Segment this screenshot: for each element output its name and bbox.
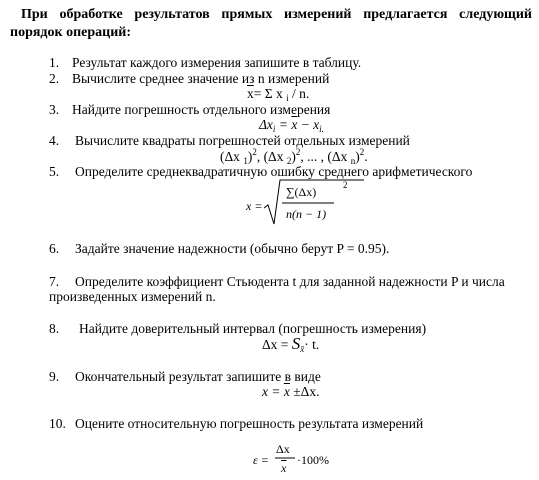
step-number: 10. — [49, 416, 66, 431]
step-7 — [49, 274, 505, 289]
rms-denominator: n(n − 1) — [286, 207, 327, 221]
step-number: 7. — [49, 274, 60, 289]
mean-symbol: $\overline{x}$ — [283, 384, 290, 399]
f-sup: 2 — [295, 147, 301, 157]
formula-mean — [247, 86, 309, 101]
step-text: Результат каждого измерения запишите в таблицу. — [72, 55, 362, 70]
step-text: Найдите доверительный интервал (погрешность измерения) — [79, 321, 427, 336]
step-7-continued: произведенных измерений n. — [49, 289, 216, 304]
step-8 — [49, 321, 427, 336]
step-number: 6. — [49, 241, 60, 256]
formula-sub: i — [286, 93, 289, 103]
f-sup: 2 — [359, 147, 365, 157]
formula-eq: = — [275, 117, 292, 132]
step-text: Определите среднеквадратичную ошибку среднего арифметического — [75, 164, 473, 179]
formula-tail: / n. — [288, 86, 310, 101]
step-text: Найдите погрешность отдельного измерения — [72, 102, 331, 117]
formula-sub: i. — [319, 124, 324, 134]
step-number: 2. — [49, 71, 60, 86]
step-6 — [49, 241, 390, 256]
formula-error — [259, 117, 324, 132]
f-part: ) — [291, 149, 296, 164]
delta-x: Δx — [259, 117, 273, 132]
f-sub: 2 — [286, 156, 292, 166]
step-text: Окончательный результат запишите в виде — [75, 369, 321, 384]
step-number: 8. — [49, 321, 60, 336]
f-sup: 2 — [252, 147, 257, 157]
s-symbol: S — [291, 334, 301, 353]
fraction-denominator: $\overline{x}$ — [281, 461, 287, 475]
step-text: Вычислите среднее значение из n измерений — [72, 71, 330, 86]
f-part: Δx = — [262, 337, 292, 352]
step-number: 9. — [49, 369, 60, 384]
step-number: 1. — [49, 55, 60, 70]
f-part: ) — [247, 149, 253, 164]
f-part: (Δx — [220, 149, 244, 164]
formula-sub: i — [272, 124, 276, 134]
rms-numerator: ∑(Δx) — [286, 185, 317, 199]
step-text: Определите коэффициент Стьюдента t для заданной надежности P и числа — [75, 274, 505, 289]
rms-power: 2 — [343, 180, 348, 190]
fraction-numerator: Δx — [276, 442, 290, 456]
step-5 — [49, 164, 473, 179]
f-part: , ... , (Δx — [300, 149, 351, 164]
step-text: Оцените относительную погрешность результата измерений — [75, 416, 424, 431]
f-part: x = — [262, 384, 284, 399]
step-text: Вычислите квадраты погрешностей отдельных измерений — [75, 133, 410, 148]
f-sub: x̄ — [300, 344, 305, 354]
formula-interval — [262, 336, 319, 352]
step-10 — [49, 416, 424, 431]
step-text: Задайте значение надежности (обычно берут P = 0.95). — [75, 241, 390, 256]
f-part: ) — [355, 149, 360, 164]
step-9 — [49, 369, 321, 384]
f-part: ±Δx. — [289, 384, 320, 399]
mean-symbol: $\overline{x}$ — [291, 117, 298, 132]
step-4 — [49, 133, 410, 148]
step-number: 3. — [49, 102, 60, 117]
step-2 — [49, 71, 330, 86]
formula-relative — [253, 441, 343, 477]
rms-lhs: x = — [246, 199, 263, 213]
epsilon-symbol: ε = — [253, 453, 269, 467]
formula-result — [262, 384, 319, 399]
percent-factor: ·100% — [297, 453, 329, 467]
f-part: , (Δx — [256, 149, 287, 164]
f-sub: 1 — [243, 156, 248, 166]
step-number: 5. — [49, 164, 60, 179]
mean-symbol: $\overline{x}$ — [247, 86, 254, 101]
intro-paragraph: При обработке результатов прямых измерений предлагается следующий порядок операций: — [10, 7, 532, 40]
formula-sum: = Σ x — [253, 86, 283, 101]
formula-minus: − x — [297, 117, 320, 132]
step-3 — [49, 102, 331, 117]
f-part: · t. — [304, 337, 320, 352]
f-part: . — [364, 149, 368, 164]
formula-squares — [220, 149, 368, 164]
formula-rms — [246, 178, 366, 228]
step-1 — [49, 55, 362, 70]
step-number: 4. — [49, 133, 60, 148]
f-sub: n — [350, 156, 356, 166]
